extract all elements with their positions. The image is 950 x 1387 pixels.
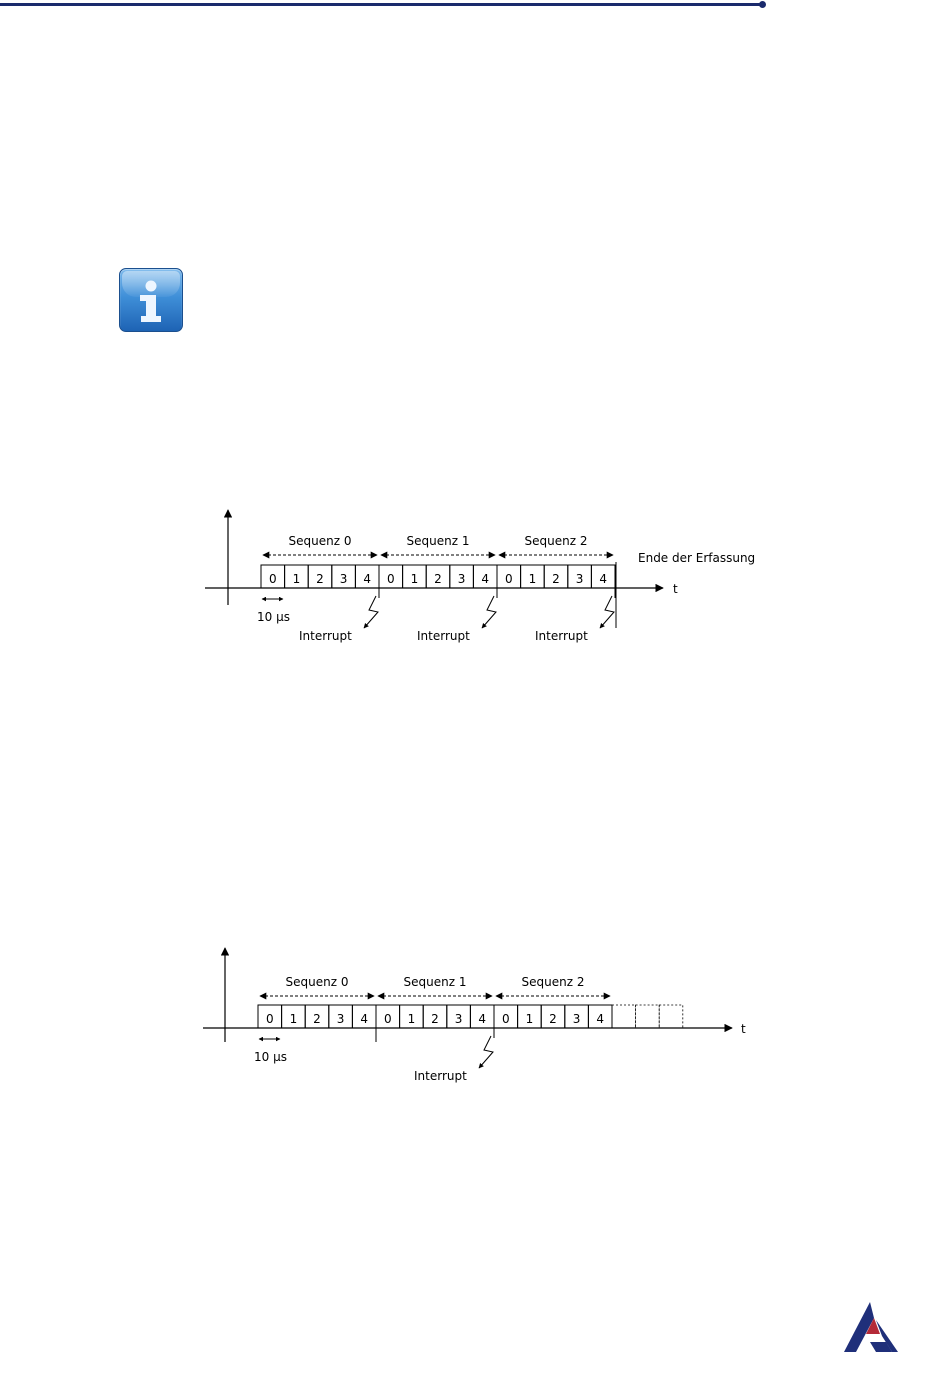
sequence-label: Sequenz 0 xyxy=(288,534,352,548)
slot-label: 0 xyxy=(501,1012,510,1026)
slot-label: 2 xyxy=(313,1012,321,1026)
slot-label: 0 xyxy=(386,572,395,586)
pending-slot-box xyxy=(612,1005,636,1028)
slot-label: 0 xyxy=(268,572,277,586)
pending-slot-box xyxy=(659,1005,683,1028)
top-edge-dot xyxy=(759,1,766,8)
slot-label: 2 xyxy=(434,572,442,586)
slot-label: 3 xyxy=(339,572,348,586)
interrupt-label: Interrupt xyxy=(535,629,588,643)
slot-label: 4 xyxy=(481,572,490,586)
slot-label: 1 xyxy=(410,572,419,586)
pending-slot-box xyxy=(636,1005,660,1028)
sequence-label: Sequenz 0 xyxy=(285,975,349,989)
info-glyph xyxy=(120,269,182,331)
info-icon xyxy=(119,268,183,332)
slot-label: 2 xyxy=(316,572,324,586)
slot-label: 3 xyxy=(572,1012,581,1026)
slot-label: 3 xyxy=(457,572,466,586)
slot-label: 1 xyxy=(407,1012,416,1026)
company-logo xyxy=(840,1300,900,1356)
interval-label: 10 µs xyxy=(254,1050,287,1064)
time-label: t xyxy=(741,1022,746,1036)
interval-label: 10 µs xyxy=(257,610,290,624)
interrupt-bolt xyxy=(482,596,496,628)
interrupt-label: Interrupt xyxy=(299,629,352,643)
slot-label: 3 xyxy=(336,1012,345,1026)
slot-label: 4 xyxy=(360,1012,369,1026)
slot-label: 3 xyxy=(454,1012,463,1026)
slot-label: 4 xyxy=(363,572,372,586)
slot-label: 2 xyxy=(549,1012,557,1026)
sequence-timing-diagram-2 xyxy=(195,940,755,1090)
slot-label: 2 xyxy=(431,1012,439,1026)
slot-label: 4 xyxy=(478,1012,487,1026)
interrupt-bolt xyxy=(364,596,378,628)
interrupt-label: Interrupt xyxy=(417,629,470,643)
slot-label: 1 xyxy=(292,572,301,586)
slot-label: 2 xyxy=(552,572,560,586)
slot-label: 0 xyxy=(504,572,513,586)
interrupt-bolt xyxy=(479,1036,493,1068)
slot-label: 4 xyxy=(599,572,608,586)
sequence-label: Sequenz 2 xyxy=(521,975,585,989)
sequence-label: Sequenz 1 xyxy=(403,975,467,989)
slot-label: 1 xyxy=(289,1012,298,1026)
top-edge-line xyxy=(0,3,762,6)
sequence-timing-diagram-1 xyxy=(195,500,755,660)
slot-label: 4 xyxy=(596,1012,605,1026)
slot-label: 3 xyxy=(575,572,584,586)
interrupt-bolt xyxy=(600,596,614,628)
slot-label: 0 xyxy=(383,1012,392,1026)
sequence-label: Sequenz 2 xyxy=(524,534,588,548)
slot-label: 1 xyxy=(528,572,537,586)
slot-label: 0 xyxy=(265,1012,274,1026)
time-label: t xyxy=(673,582,678,596)
slot-label: 1 xyxy=(525,1012,534,1026)
end-label: Ende der Erfassung xyxy=(638,551,756,565)
sequence-label: Sequenz 1 xyxy=(406,534,470,548)
interrupt-label: Interrupt xyxy=(414,1069,467,1083)
